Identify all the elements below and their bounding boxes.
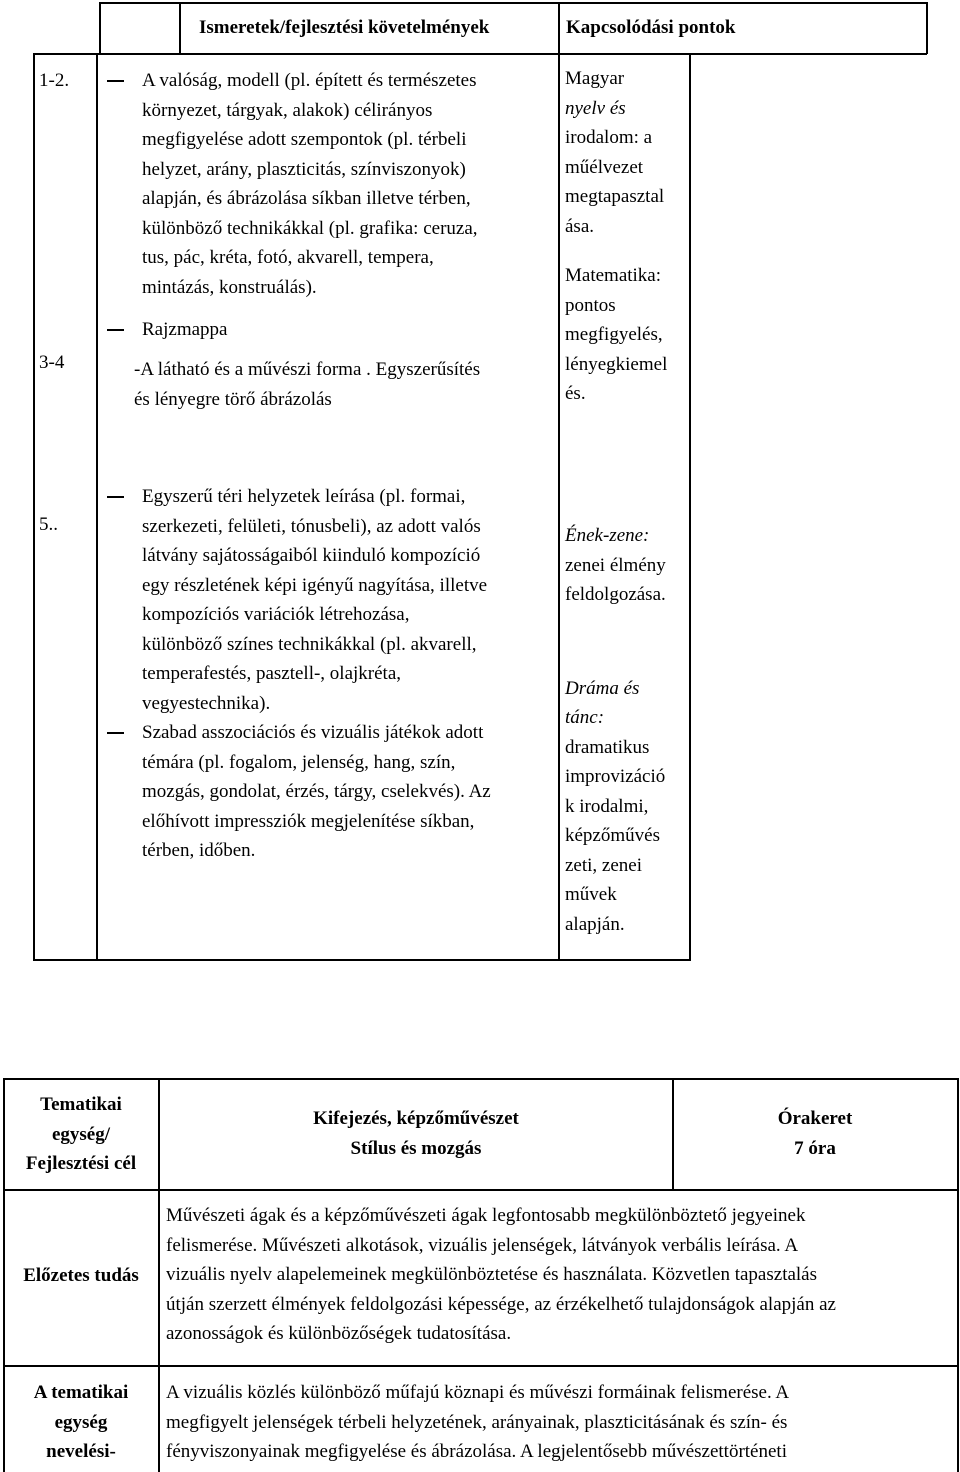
goals-label [4, 1378, 158, 1467]
text-line: Ének-zene: [565, 525, 650, 546]
text-line: tus, pác, kréta, fotó, akvarell, tempera, [142, 247, 434, 268]
text-line: A valóság, modell (pl. épített és természetes [142, 70, 477, 91]
text-line: A tematikai [33, 1382, 129, 1403]
text-line: tánc: [565, 707, 605, 728]
text-line: temperafestés, pasztell-, olajkréta, [142, 663, 402, 684]
text-line: pontos [565, 294, 616, 316]
text-line: Kifejezés, képzőművészet [313, 1108, 519, 1129]
text-line: alapján, és ábrázolása síkban illetve térben, [142, 188, 471, 209]
text-line: Magyar [565, 68, 625, 89]
text-line: nevelési- [46, 1441, 116, 1462]
row-label-3-4: 3-4 [39, 352, 65, 373]
text-line: megtapasztal [565, 186, 665, 207]
text-line: témára (pl. fogalom, jelenség, hang, szín, [142, 751, 456, 773]
text-line: k irodalmi, [565, 795, 649, 817]
text-line: 7 óra [794, 1137, 836, 1159]
bullet-dash [107, 496, 124, 498]
text-line: Egyszerű téri helyzetek leírása (pl. formai, [142, 486, 466, 507]
text-line: fényviszonyainak megfigyelése és ábrázolása. A legjelentősebb művészettörténeti [166, 1441, 787, 1462]
text-line: felismerése. Művészeti alkotások, vizuális jelenségek, látványok verbális leírása. A [166, 1234, 799, 1256]
text-line: szerkezeti, felületi, tónusbeli), az adott valós [142, 515, 481, 537]
text-line: megfigyelése adott szempontok (pl. térbeli [142, 129, 467, 150]
text-line: különböző színes technikákkal (pl. akvarell, [142, 633, 477, 655]
text-line: ása. [565, 215, 595, 237]
text-line: Dráma és [565, 677, 640, 699]
text-line: irodalom: a [565, 127, 653, 148]
text-line: művek [565, 884, 617, 905]
text-line: és. [565, 383, 586, 404]
text-line: alapján. [565, 913, 625, 935]
text-line: vegyestechnika). [142, 692, 271, 714]
theme-title [160, 1104, 672, 1163]
text-line: egység [54, 1411, 108, 1433]
text-line: különböző technikákkal (pl. grafika: ceruza, [142, 217, 478, 239]
text-line: zeti, zenei [565, 854, 643, 876]
text-line: képzőművés [565, 825, 660, 846]
text-line: egység/ [51, 1123, 111, 1145]
theme-label [4, 1090, 158, 1179]
row-label-5: 5.. [39, 514, 58, 535]
hours-frame [673, 1104, 957, 1163]
connection-points [565, 64, 667, 409]
text-line: előhívott impressziók megjelenítése síkban, [142, 810, 475, 832]
text-line: műélvezet [565, 156, 644, 178]
text-line: -A látható és a művészi forma . Egyszerűsítés [134, 359, 481, 380]
bullet-dash [107, 329, 124, 331]
text-line: útján szerzett élmények feldolgozási képessége, az érzékelhető tulajdonságok alapján az [166, 1293, 836, 1315]
text-line: Stílus és mozgás [350, 1137, 482, 1159]
requirement-extra [134, 355, 480, 414]
text-line: mintázás, konstruálás). [142, 276, 317, 298]
text-line: nyelv és [565, 97, 626, 119]
text-line: megfigyelt jelenségek térbeli helyzetének, arányainak, plaszticitásának és szín- és [166, 1411, 788, 1433]
text-line: improvizáció [565, 766, 666, 787]
text-line: dramatikus [565, 736, 650, 758]
text-line: azonosságok és különbözőségek tudatosítása. [166, 1323, 512, 1344]
requirement-bullet [142, 482, 487, 718]
goals-text [166, 1378, 789, 1467]
text-line: A vizuális közlés különböző műfajú köznapi és művészi formáinak felismerése. A [166, 1382, 790, 1403]
bullet-dash [107, 80, 124, 82]
text-line: helyzet, arány, plaszticitás, színviszonyok) [142, 158, 466, 180]
text-line: feldolgozása. [565, 584, 666, 605]
connection-points [565, 521, 666, 939]
text-line: Szabad asszociációs és vizuális játékok adott [142, 722, 484, 743]
text-line: Művészeti ágak és a képzőművészeti ágak legfontosabb megkülönböztető jegyeinek [166, 1205, 806, 1226]
spacer [565, 241, 667, 261]
prior-knowledge-text [166, 1201, 836, 1349]
requirement-bullet-rajzmappa: Rajzmappa [142, 319, 228, 340]
text-line: Fejlesztési cél [25, 1153, 137, 1174]
text-line: mozgás, gondolat, érzés, tárgy, cselekvés). Az [142, 781, 491, 802]
text-line: Órakeret [777, 1108, 853, 1129]
text-line: lényegkiemel [565, 353, 668, 375]
text-line: és lényegre törő ábrázolás [134, 388, 332, 410]
spacer [565, 610, 666, 674]
column-header-requirements: Ismeretek/fejlesztési követelmények [199, 17, 490, 38]
text-line: Tematikai [40, 1094, 122, 1115]
column-header-connections: Kapcsolódási pontok [566, 17, 736, 38]
prior-knowledge-label: Előzetes tudás [23, 1265, 139, 1286]
text-line: megfigyelés, [565, 324, 663, 345]
text-line: környezet, tárgyak, alakok) célirányos [142, 99, 433, 121]
text-line: kompozíciós variációk létrehozása, [142, 604, 410, 625]
requirement-bullet [142, 66, 478, 302]
text-line: látvány sajátosságaiból kiinduló kompozíció [142, 545, 481, 566]
row-label-1-2: 1-2. [39, 70, 70, 91]
text-line: egy részletének képi igényű nagyítása, illetve [142, 574, 488, 596]
text-line: vizuális nyelv alapelemeinek megkülönböztetése és használata. Közvetlen tapasztalás [166, 1264, 818, 1285]
text-line: térben, időben. [142, 840, 256, 861]
requirement-bullet [142, 718, 491, 866]
text-line: Matematika: [565, 265, 662, 286]
bullet-dash [107, 732, 124, 734]
text-line: zenei élmény [565, 554, 666, 576]
